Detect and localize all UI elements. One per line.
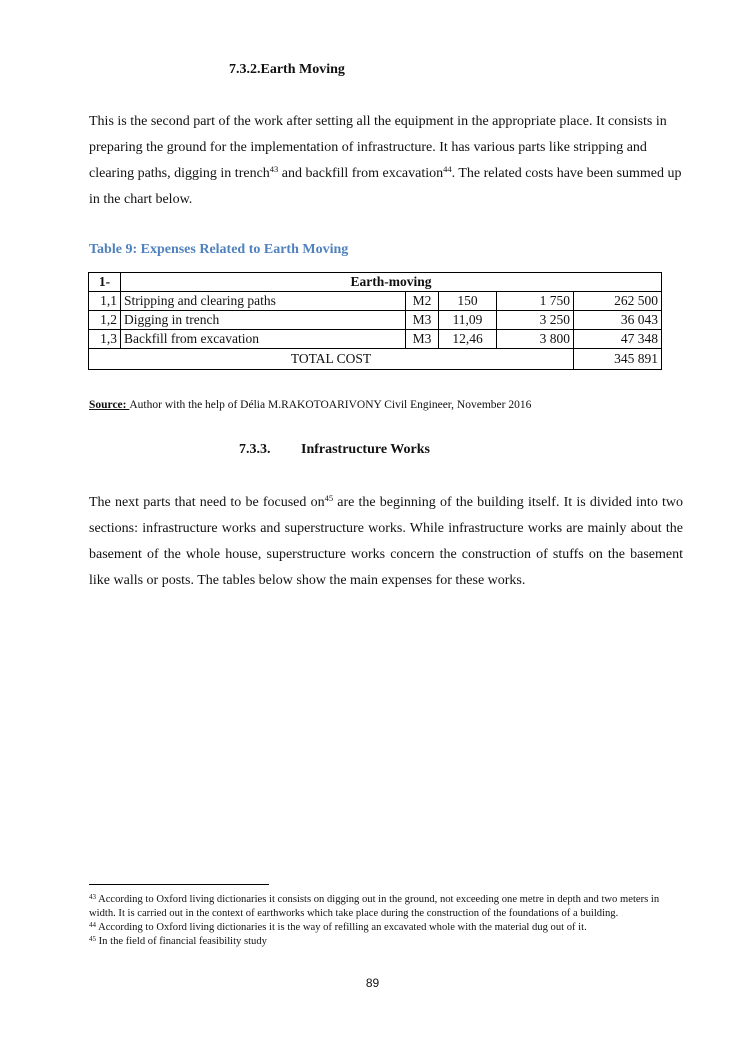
footnote-text: In the field of financial feasibility study xyxy=(96,936,267,947)
row-quantity: 11,09 xyxy=(439,311,497,330)
footnote-ref-45[interactable]: 45 xyxy=(324,493,334,503)
header-title: Earth-moving xyxy=(121,273,662,292)
total-value: 345 891 xyxy=(574,349,662,370)
row-description: Digging in trench xyxy=(121,311,406,330)
section-title: Earth Moving xyxy=(260,62,345,77)
intro-paragraph xyxy=(89,109,683,213)
source-label: Source: xyxy=(89,399,130,411)
section-title: Infrastructure Works xyxy=(301,442,430,457)
row-description: Stripping and clearing paths xyxy=(121,292,406,311)
source-text: Author with the help of Délia M.RAKOTOARIVONY Civil Engineer, November 2016 xyxy=(129,399,532,411)
row-unit: M2 xyxy=(406,292,439,311)
row-number: 1,1 xyxy=(89,292,121,311)
row-unit-price: 1 750 xyxy=(497,292,574,311)
row-amount: 36 043 xyxy=(574,311,662,330)
footnote-43 xyxy=(89,893,683,921)
footnotes xyxy=(89,893,683,949)
row-amount: 47 348 xyxy=(574,330,662,349)
footnote-45 xyxy=(89,935,683,949)
page-number: 89 xyxy=(365,976,380,990)
row-amount: 262 500 xyxy=(574,292,662,311)
row-quantity: 150 xyxy=(439,292,497,311)
footnote-44 xyxy=(89,921,683,935)
header-number: 1- xyxy=(89,273,121,292)
section-number: 7.3.3. xyxy=(239,442,271,457)
table-row xyxy=(89,330,662,349)
row-quantity: 12,46 xyxy=(439,330,497,349)
table-caption: Table 9: Expenses Related to Earth Moving xyxy=(89,242,349,257)
section-heading-earth-moving xyxy=(229,62,345,78)
table-header-row xyxy=(89,273,662,292)
paragraph-text: The next parts that need to be focused on xyxy=(89,495,325,510)
footnote-marker: 44 xyxy=(89,921,96,929)
paragraph-text: and backfill from excavation xyxy=(278,166,444,181)
table-row xyxy=(89,292,662,311)
paragraph-text: are the beginning of the building itself. It is divided into two sections: infrastructure works and superstructure works. While infrastructure works are mainly about the basement of the whole house, superstructure works concern the construction of stuffs on the basement like walls or posts. The tables below show the main expenses for these works. xyxy=(89,495,683,588)
footnote-marker: 45 xyxy=(89,935,96,943)
row-number: 1,2 xyxy=(89,311,121,330)
table-row xyxy=(89,311,662,330)
footnote-marker: 43 xyxy=(89,893,96,901)
total-label: TOTAL COST xyxy=(89,349,574,370)
footnote-text: According to Oxford living dictionaries it is the way of refilling an excavated whole with the material dug out of it. xyxy=(96,922,587,933)
footnote-ref-44[interactable]: 44 xyxy=(443,164,452,174)
paragraph-text: This is the second part of the work after setting all the equipment in the appropriate place. It consists in preparing the ground for the implementation of infrastructure. It has various parts like stripping and clearing paths, digging in trench xyxy=(89,114,667,181)
row-unit: M3 xyxy=(406,311,439,330)
row-unit-price: 3 800 xyxy=(497,330,574,349)
row-unit-price: 3 250 xyxy=(497,311,574,330)
earth-moving-table xyxy=(88,272,662,370)
footnote-divider xyxy=(89,884,269,885)
section-number: 7.3.2. xyxy=(229,62,261,77)
total-row xyxy=(89,349,662,370)
infrastructure-paragraph xyxy=(89,490,683,594)
section-heading-infrastructure-works xyxy=(239,442,430,458)
paragraph-text: . The related costs have been summed up in the chart below. xyxy=(89,166,682,207)
row-unit: M3 xyxy=(406,330,439,349)
row-description: Backfill from excavation xyxy=(121,330,406,349)
footnote-text: According to Oxford living dictionaries it consists on digging out in the ground, not exceeding one metre in depth and two meters in width. It is carried out in the context of earthworks which take place during the construction of the foundations of a building. xyxy=(89,894,660,919)
footnote-ref-43[interactable]: 43 xyxy=(269,164,279,174)
source-note xyxy=(89,399,531,411)
row-number: 1,3 xyxy=(89,330,121,349)
